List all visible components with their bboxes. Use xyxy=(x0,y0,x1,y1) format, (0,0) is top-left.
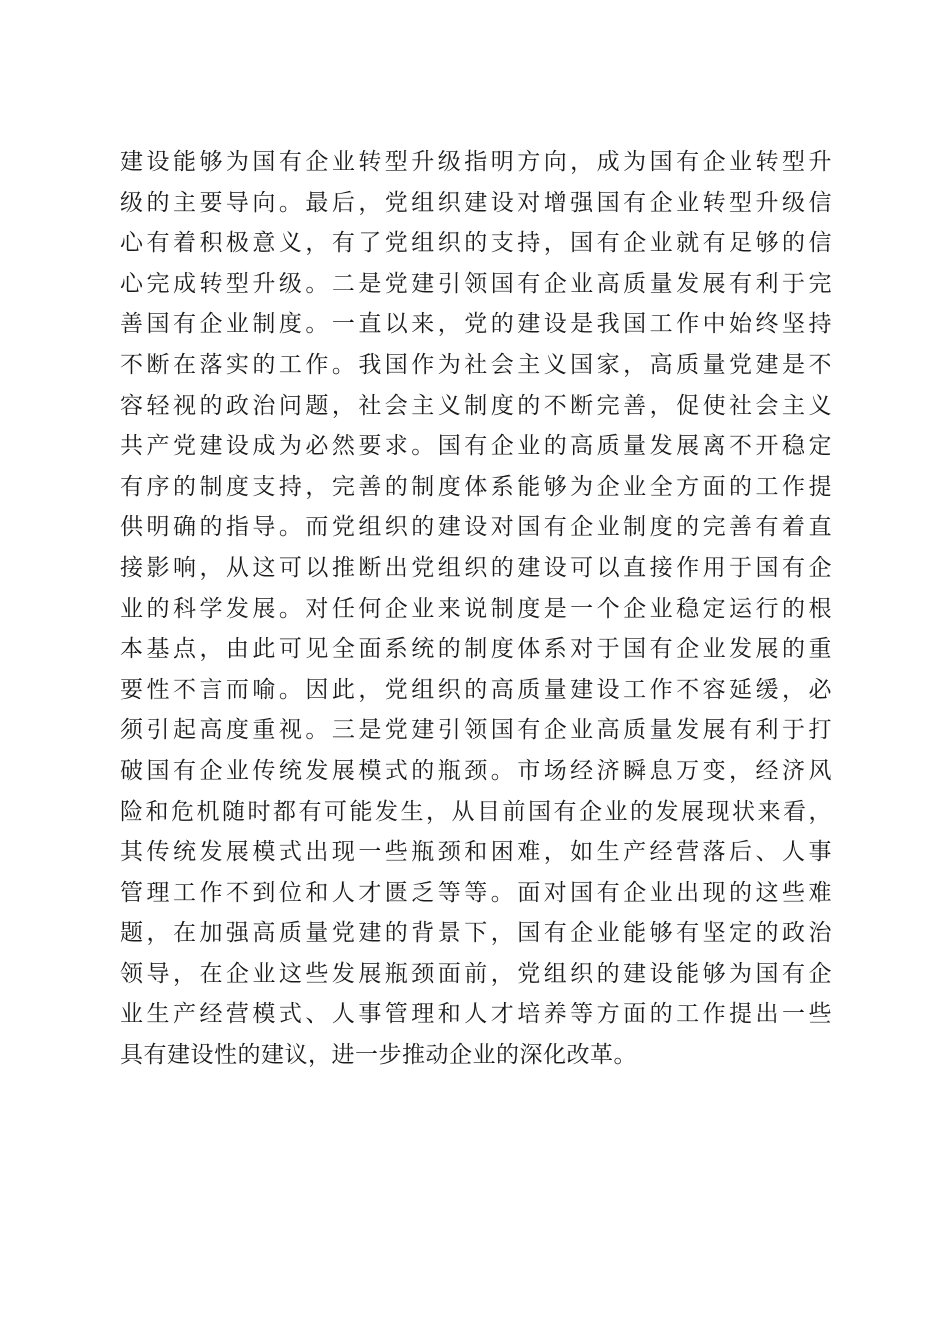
text-line: 善国有企业制度。一直以来，党的建设是我国工作中始终坚持 xyxy=(120,311,832,338)
text-line: 供明确的指导。而党组织的建设对国有企业制度的完善有着直 xyxy=(120,514,832,541)
text-line: 有序的制度支持，完善的制度体系能够为企业全方面的工作提 xyxy=(120,473,832,500)
text-line: 本基点，由此可见全面系统的制度体系对于国有企业发展的重 xyxy=(120,636,832,663)
text-line: 接影响，从这可以推断出党组织的建设可以直接作用于国有企 xyxy=(120,554,832,581)
text-line: 级的主要导向。最后，党组织建设对增强国有企业转型升级信 xyxy=(120,189,832,216)
text-line: 管理工作不到位和人才匮乏等等。面对国有企业出现的这些难 xyxy=(120,879,832,906)
text-line: 业生产经营模式、人事管理和人才培养等方面的工作提出一些 xyxy=(120,1001,832,1028)
text-line: 心有着积极意义，有了党组织的支持，国有企业就有足够的信 xyxy=(120,230,832,257)
text-line: 具有建设性的建议，进一步推动企业的深化改革。 xyxy=(120,1042,637,1069)
text-line: 须引起高度重视。三是党建引领国有企业高质量发展有利于打 xyxy=(120,717,832,744)
text-line: 险和危机随时都有可能发生，从目前国有企业的发展现状来看， xyxy=(120,798,832,825)
text-line: 要性不言而喻。因此，党组织的高质量建设工作不容延缓，必 xyxy=(120,676,832,703)
text-line: 领导，在企业这些发展瓶颈面前，党组织的建设能够为国有企 xyxy=(120,960,832,987)
text-line: 题，在加强高质量党建的背景下，国有企业能够有坚定的政治 xyxy=(120,920,832,947)
text-line: 业的科学发展。对任何企业来说制度是一个企业稳定运行的根 xyxy=(120,595,832,622)
text-line: 容轻视的政治问题，社会主义制度的不断完善，促使社会主义 xyxy=(120,392,832,419)
text-line: 其传统发展模式出现一些瓶颈和困难，如生产经营落后、人事 xyxy=(120,839,832,866)
text-line: 不断在落实的工作。我国作为社会主义国家，高质量党建是不 xyxy=(120,351,832,378)
text-line: 心完成转型升级。二是党建引领国有企业高质量发展有利于完 xyxy=(120,270,832,297)
body-paragraph xyxy=(120,142,832,1076)
text-line: 建设能够为国有企业转型升级指明方向，成为国有企业转型升 xyxy=(120,149,832,175)
text-line: 破国有企业传统发展模式的瓶颈。市场经济瞬息万变，经济风 xyxy=(120,757,832,784)
text-line: 共产党建设成为必然要求。国有企业的高质量发展离不开稳定 xyxy=(120,433,832,460)
